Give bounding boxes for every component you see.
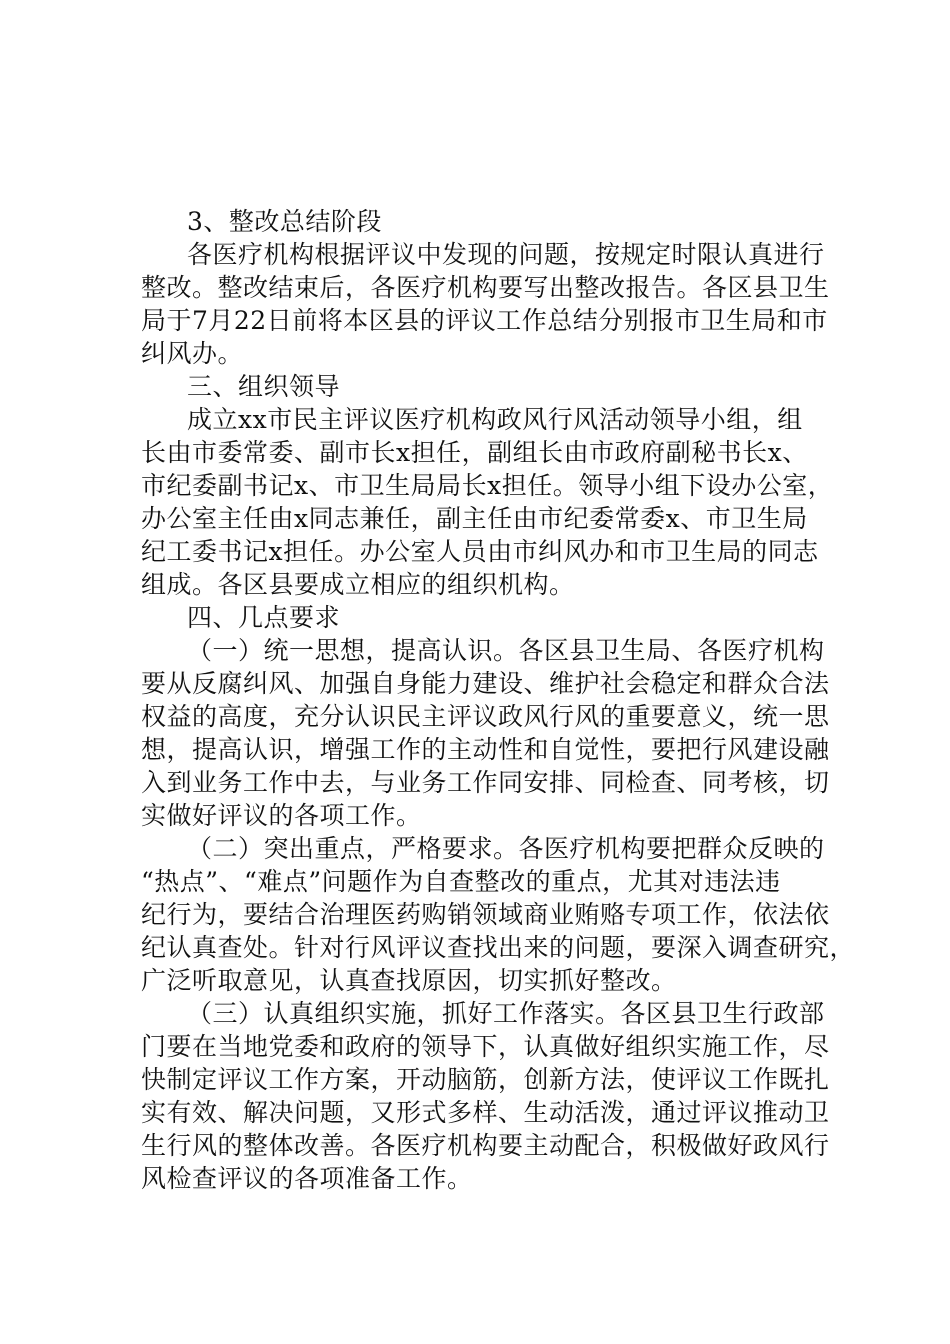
paragraph-line: （三）认真组织实施，抓好工作落实。各区县卫生行政部 xyxy=(187,999,825,1028)
paragraph-line: 权益的高度，充分认识民主评议政风行风的重要意义，统一思 xyxy=(141,702,830,731)
paragraph-line: 快制定评议工作方案，开动脑筋，创新方法，使评议工作既扎 xyxy=(141,1065,830,1094)
paragraph-line: 要从反腐纠风、加强自身能力建设、维护社会稳定和群众合法 xyxy=(141,669,830,698)
paragraph-line: 生行风的整体改善。各医疗机构要主动配合，积极做好政风行 xyxy=(141,1131,830,1160)
paragraph-line: 长由市委常委、副市长x担任，副组长由市政府副秘书长x、 xyxy=(141,438,808,467)
paragraph-line: 办公室主任由x同志兼任，副主任由市纪委常委x、市卫生局 xyxy=(141,504,808,533)
paragraph-line: 市纪委副书记x、市卫生局局长x担任。领导小组下设办公室， xyxy=(141,471,834,500)
paragraph-line: （一）统一思想，提高认识。各区县卫生局、各医疗机构 xyxy=(187,636,825,665)
paragraph-line: 局于7月22日前将本区县的评议工作总结分别报市卫生局和市 xyxy=(141,306,828,335)
paragraph-line: 想，提高认识，增强工作的主动性和自觉性，要把行风建设融 xyxy=(141,735,830,764)
paragraph-line: 广泛听取意见，认真查找原因，切实抓好整改。 xyxy=(141,966,677,995)
paragraph-line: 各医疗机构根据评议中发现的问题，按规定时限认真进行 xyxy=(187,240,825,269)
section-heading-stage-3: 3、整改总结阶段 xyxy=(187,207,382,236)
paragraph-line: 组成。各区县要成立相应的组织机构。 xyxy=(141,570,575,599)
paragraph-line: （二）突出重点，严格要求。各医疗机构要把群众反映的 xyxy=(187,834,825,863)
paragraph-line: 纪行为，要结合治理医药购销领域商业贿赂专项工作，依法依 xyxy=(141,900,830,929)
section-heading-requirements: 四、几点要求 xyxy=(187,603,341,632)
paragraph-line: 整改。整改结束后，各医疗机构要写出整改报告。各区县卫生 xyxy=(141,273,830,302)
paragraph-line: 纪工委书记x担任。办公室人员由市纠风办和市卫生局的同志 xyxy=(141,537,819,566)
paragraph-line: 入到业务工作中去，与业务工作同安排、同检查、同考核，切 xyxy=(141,768,830,797)
paragraph-line: 门要在当地党委和政府的领导下，认真做好组织实施工作，尽 xyxy=(141,1032,830,1061)
document-body xyxy=(141,205,856,1195)
paragraph-line: 纠风办。 xyxy=(141,339,244,368)
section-heading-organization: 三、组织领导 xyxy=(187,372,341,401)
paragraph-line: 实有效、解决问题，又形式多样、生动活泼，通过评议推动卫 xyxy=(141,1098,830,1127)
paragraph-line: 纪认真查处。针对行风评议查找出来的问题，要深入调查研究， xyxy=(141,933,856,962)
paragraph-line: “热点”、“难点”问题作为自查整改的重点，尤其对违法违 xyxy=(141,867,781,896)
paragraph-line: 实做好评议的各项工作。 xyxy=(141,801,422,830)
paragraph-line: 风检查评议的各项准备工作。 xyxy=(141,1164,473,1193)
paragraph-line: 成立xx市民主评议医疗机构政风行风活动领导小组，组 xyxy=(187,405,803,434)
